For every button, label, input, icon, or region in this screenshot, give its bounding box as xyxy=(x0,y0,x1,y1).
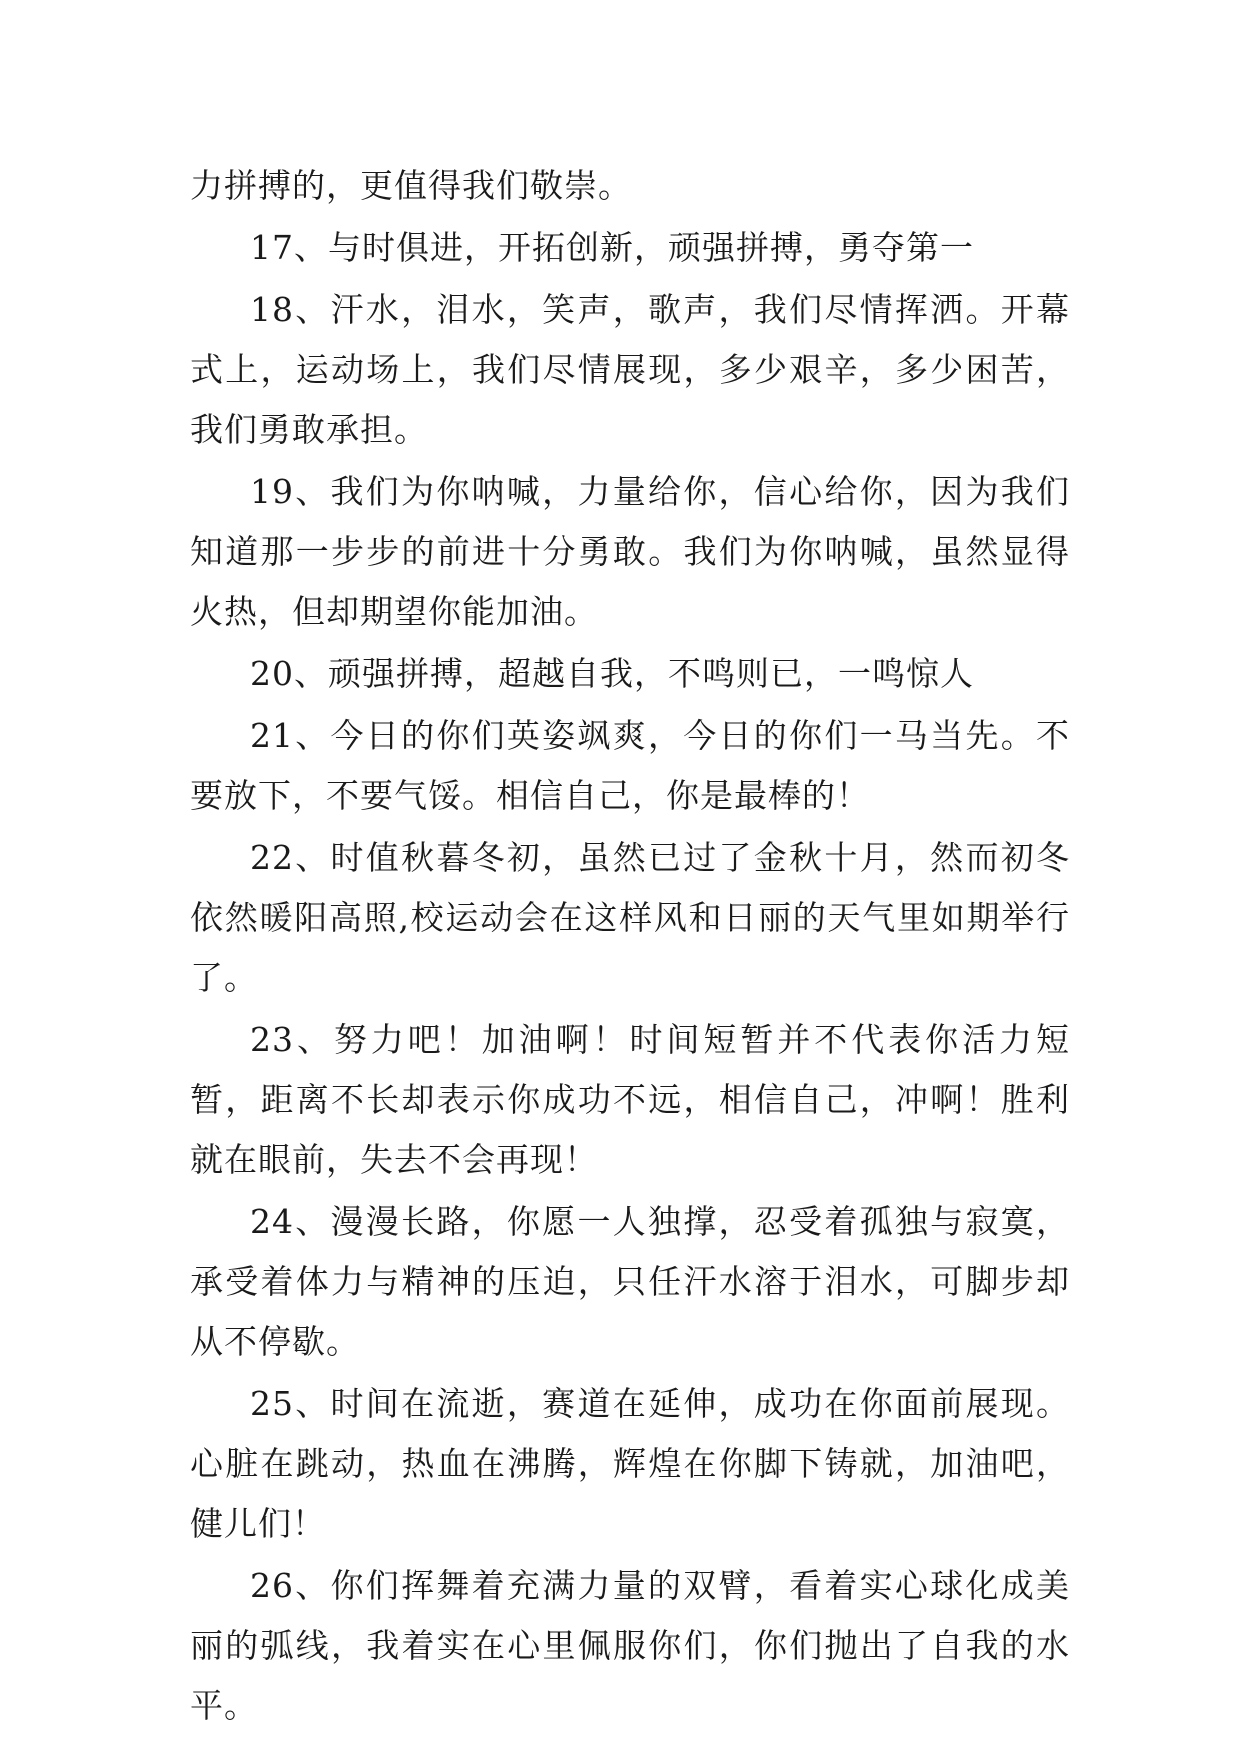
paragraph: 22、时值秋暮冬初，虽然已过了金秋十月，然而初冬依然暖阳高照,校运动会在这样风和日丽的天气里如期举行了。 xyxy=(190,838,1070,997)
paragraph: 24、漫漫长路，你愿一人独撑，忍受着孤独与寂寞，承受着体力与精神的压迫，只任汗水溶于泪水，可脚步却从不停歇。 xyxy=(190,1202,1070,1361)
paragraph: 17、与时俱进，开拓创新，顽强拼搏，勇夺第一 xyxy=(250,228,974,267)
document-body xyxy=(190,156,1070,1736)
paragraph: 20、顽强拼搏，超越自我，不鸣则已，一鸣惊人 xyxy=(250,654,974,693)
paragraph: 23、努力吧！加油啊！时间短暂并不代表你活力短暂，距离不长却表示你成功不远，相信自己，冲啊！胜利就在眼前，失去不会再现！ xyxy=(190,1020,1070,1179)
paragraph: 25、时间在流逝，赛道在延伸，成功在你面前展现。心脏在跳动，热血在沸腾，辉煌在你脚下铸就，加油吧，健儿们！ xyxy=(190,1384,1070,1543)
paragraph: 力拼搏的，更值得我们敬崇。 xyxy=(190,166,632,205)
paragraph: 26、你们挥舞着充满力量的双臂，看着实心球化成美丽的弧线，我着实在心里佩服你们，你们抛出了自我的水平。 xyxy=(190,1566,1070,1725)
paragraph: 18、汗水，泪水，笑声，歌声，我们尽情挥洒。开幕式上，运动场上，我们尽情展现，多少艰辛，多少困苦，我们勇敢承担。 xyxy=(190,290,1070,449)
paragraph: 19、我们为你呐喊，力量给你，信心给你，因为我们知道那一步步的前进十分勇敢。我们为你呐喊，虽然显得火热，但却期望你能加油。 xyxy=(190,472,1070,631)
paragraph: 21、今日的你们英姿飒爽，今日的你们一马当先。不要放下，不要气馁。相信自己，你是最棒的！ xyxy=(190,716,1070,815)
